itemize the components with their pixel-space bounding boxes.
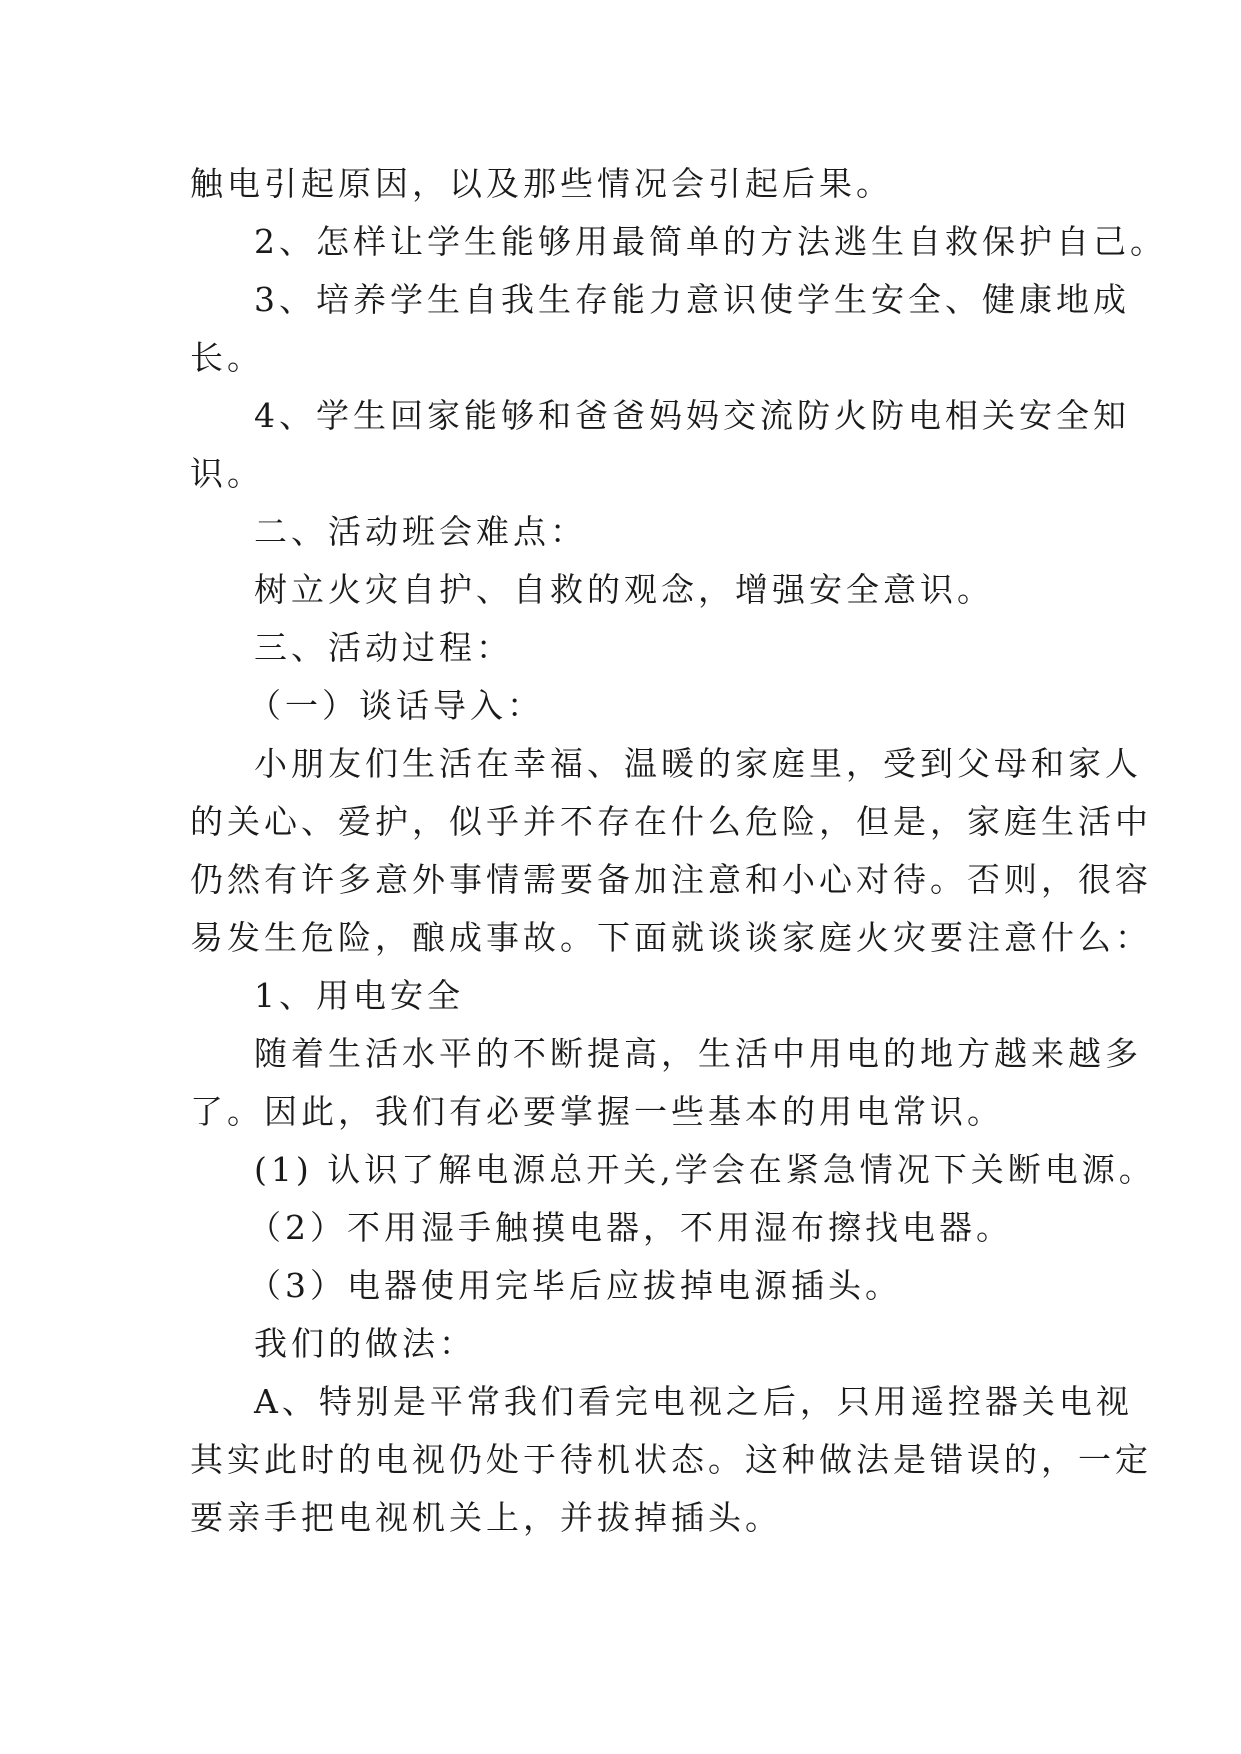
text-line: 4、学生回家能够和爸爸妈妈交流防火防电相关安全知 (254, 396, 1130, 435)
item-heading: 1、用电安全 (254, 976, 464, 1015)
text-line: 3、培养学生自我生存能力意识使学生安全、健康地成 (254, 280, 1130, 319)
text-line: 我们的做法： (254, 1324, 476, 1363)
list-item: （3）电器使用完毕后应拔掉电源插头。 (248, 1266, 902, 1305)
text-line: 了。因此，我们有必要掌握一些基本的用电常识。 (190, 1092, 1004, 1131)
list-item: （2）不用湿手触摸电器，不用湿布擦找电器。 (248, 1208, 1013, 1247)
text-line: 要亲手把电视机关上，并拔掉插头。 (190, 1498, 782, 1537)
subsection-heading: （一）谈话导入： (248, 686, 544, 725)
text-line: 识。 (190, 454, 264, 493)
section-heading: 三、活动过程： (254, 628, 513, 667)
section-heading: 二、活动班会难点： (254, 512, 587, 551)
text-line: 2、怎样让学生能够用最简单的方法逃生自救保护自己。 (254, 222, 1167, 261)
text-line: 触电引起原因，以及那些情况会引起后果。 (190, 164, 893, 203)
text-line: A、特别是平常我们看完电视之后，只用遥控器关电视 (254, 1382, 1133, 1421)
document-body (190, 155, 1167, 1547)
text-line: 树立火灾自护、自救的观念，增强安全意识。 (254, 570, 994, 609)
text-line: 小朋友们生活在幸福、温暖的家庭里，受到父母和家人 (254, 744, 1142, 783)
text-line: 长。 (190, 338, 264, 377)
list-item: (1) 认识了解电源总开关,学会在紧急情况下关断电源。 (254, 1150, 1156, 1189)
text-line: 的关心、爱护，似乎并不存在什么危险，但是，家庭生活中 (190, 802, 1152, 841)
text-line: 仍然有许多意外事情需要备加注意和小心对待。否则，很容 (190, 860, 1152, 899)
text-line: 随着生活水平的不断提高，生活中用电的地方越来越多 (254, 1034, 1142, 1073)
text-line: 易发生危险，酿成事故。下面就谈谈家庭火灾要注意什么： (190, 918, 1152, 957)
text-line: 其实此时的电视仍处于待机状态。这种做法是错误的，一定 (190, 1440, 1152, 1479)
